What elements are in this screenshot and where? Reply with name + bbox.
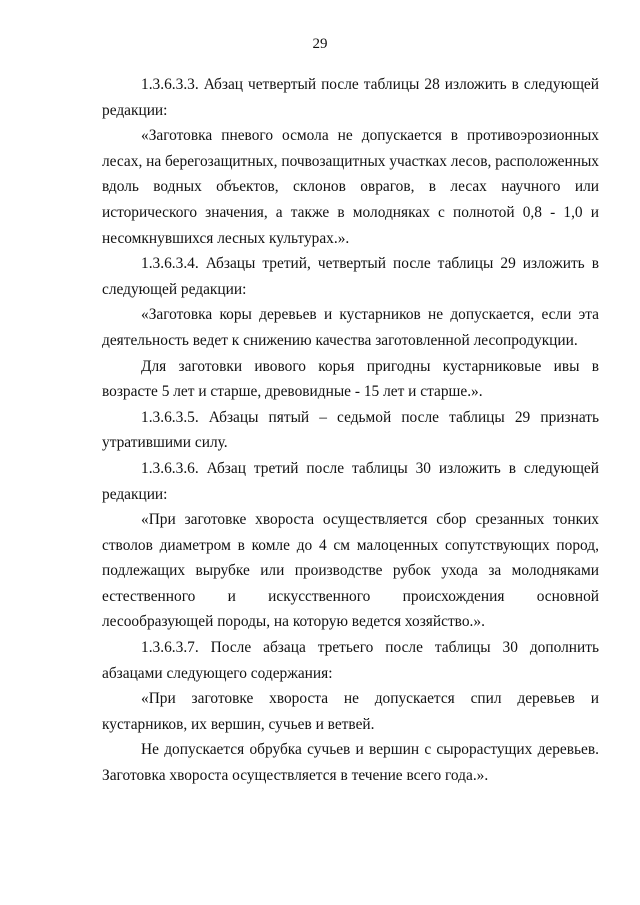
paragraph-1-3-6-3-7: 1.3.6.3.7. После абзаца третьего после таблицы 30 дополнить абзацами следующего содержания: (102, 639, 599, 682)
paragraph-1-3-6-3-3: 1.3.6.3.3. Абзац четвертый после таблицы 28 изложить в следующей редакции: (102, 76, 599, 119)
document-body (102, 72, 599, 789)
paragraph-1-3-6-3-6: 1.3.6.3.6. Абзац третий после таблицы 30 изложить в следующей редакции: (102, 459, 599, 503)
page-number: 29 (312, 36, 328, 52)
paragraph-1-3-6-3-4: 1.3.6.3.4. Абзацы третий, четвертый после таблицы 29 изложить в следующей редакции: (102, 255, 599, 298)
paragraph-ivovoe-korye: Для заготовки ивового корья пригодны кустарниковые ивы в возрасте 5 лет и старше, древовидные - 15 лет и старше.». (102, 357, 599, 401)
paragraph-1-3-6-3-5: 1.3.6.3.5. Абзацы пятый – седьмой после таблицы 29 признать утратившими силу. (102, 408, 599, 452)
paragraph-quote-pnevoy-osmol: «Заготовка пневого осмола не допускается в противоэрозионных лесах, на берегозащитных, почвозащитных участках лесов, расположенных вдоль водных объектов, склонов оврагов, в лесах научного или исторического значения, а также в молодняках с полнотой 0,8 - 1,0 и несомкнувшихся лесных культурах.». (102, 127, 600, 247)
paragraph-quote-khvorost-spil: «При заготовке хвороста не допускается спил деревьев и кустарников, их вершин, сучьев и ветвей. (102, 690, 599, 733)
paragraph-quote-khvorost-sbor: «При заготовке хвороста осуществляется сбор срезанных тонких стволов диаметром в комле до 4 см малоценных сопутствующих пород, подлежащих вырубке или производстве рубок ухода за молодняками естественного и искусственного происхождения основной лесообразующей породы, на которую ведется хозяйство.». (102, 511, 599, 631)
paragraph-quote-kora: «Заготовка коры деревьев и кустарников не допускается, если эта деятельность ведет к снижению качества заготовленной лесопродукции. (102, 306, 599, 349)
paragraph-obrubka-suchyev: Не допускается обрубка сучьев и вершин с сырорастущих деревьев. Заготовка хвороста осуществляется в течение всего года.». (102, 741, 599, 785)
